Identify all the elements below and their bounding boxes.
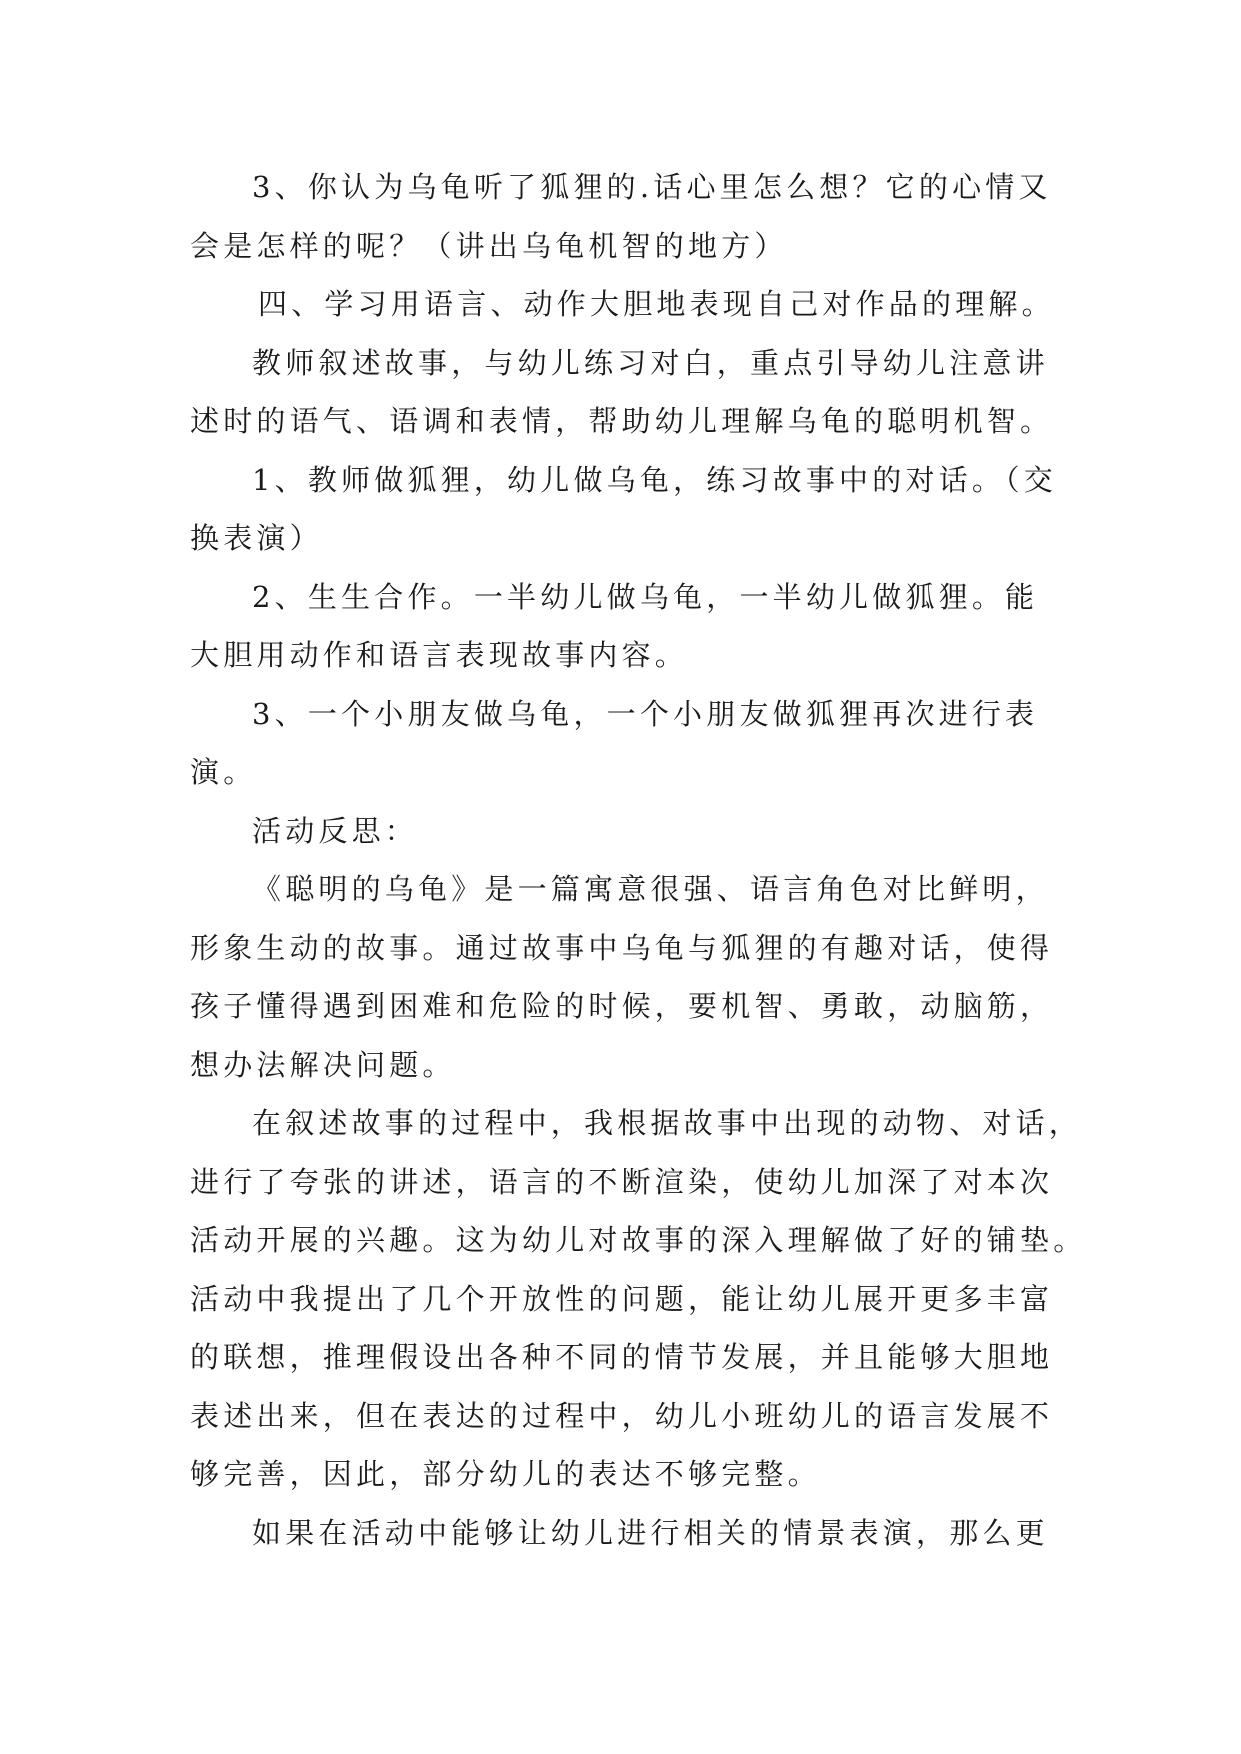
text-line: 大胆用动作和语言表现故事内容。 bbox=[190, 638, 689, 672]
text-line: 教师叙述故事，与幼儿练习对白，重点引导幼儿注意讲 bbox=[252, 345, 1049, 380]
text-line: 如果在活动中能够让幼儿进行相关的情景表演，那么更 bbox=[252, 1515, 1049, 1550]
text-line: 换表演） bbox=[190, 521, 323, 555]
text-line: 《聪明的乌龟》是一篇寓意很强、语言角色对比鲜明， bbox=[252, 872, 1049, 906]
text-line: 演。 bbox=[190, 755, 257, 789]
text-line: 会是怎样的呢？（讲出乌龟机智的地方） bbox=[190, 228, 788, 263]
text-line: 孩子懂得遇到困难和危险的时候，要机智、勇敢，动脑筋， bbox=[190, 989, 1054, 1023]
text-line: 述时的语气、语调和表情，帮助幼儿理解乌龟的聪明机智。 bbox=[190, 404, 1054, 438]
text-line: 够完善，因此，部分幼儿的表达不够完整。 bbox=[190, 1457, 821, 1491]
document-page bbox=[190, 158, 1087, 1562]
text-line: 3、你认为乌龟听了狐狸的.话心里怎么想？它的心情又 bbox=[252, 170, 1052, 204]
section-heading: 活动反思： bbox=[252, 813, 419, 848]
text-line: 表述出来，但在表达的过程中，幼儿小班幼儿的语言发展不 bbox=[190, 1398, 1054, 1433]
text-line: 活动开展的兴趣。这为幼儿对故事的深入理解做了好的铺垫。 bbox=[190, 1223, 1087, 1257]
text-line: 的联想，推理假设出各种不同的情节发展，并且能够大胆地 bbox=[190, 1340, 1054, 1374]
text-line: 进行了夸张的讲述，语言的不断渲染，使幼儿加深了对本次 bbox=[190, 1164, 1054, 1199]
text-line: 2、生生合作。一半幼儿做乌龟，一半幼儿做狐狸。能 bbox=[252, 579, 1039, 614]
text-line: 活动中我提出了几个开放性的问题，能让幼儿展开更多丰富 bbox=[190, 1281, 1054, 1316]
text-line: 形象生动的故事。通过故事中乌龟与狐狸的有趣对话，使得 bbox=[190, 930, 1054, 965]
text-line: 3、一个小朋友做乌龟，一个小朋友做狐狸再次进行表 bbox=[252, 696, 1039, 731]
text-line: 想办法解决问题。 bbox=[190, 1047, 456, 1082]
text-line: 在叙述故事的过程中，我根据故事中出现的动物、对话， bbox=[252, 1106, 1083, 1140]
section-heading: 四、学习用语言、动作大胆地表现自己对作品的理解。 bbox=[258, 287, 1055, 321]
text-line: 1、教师做狐狸，幼儿做乌龟，练习故事中的对话。（交 bbox=[252, 462, 1057, 497]
